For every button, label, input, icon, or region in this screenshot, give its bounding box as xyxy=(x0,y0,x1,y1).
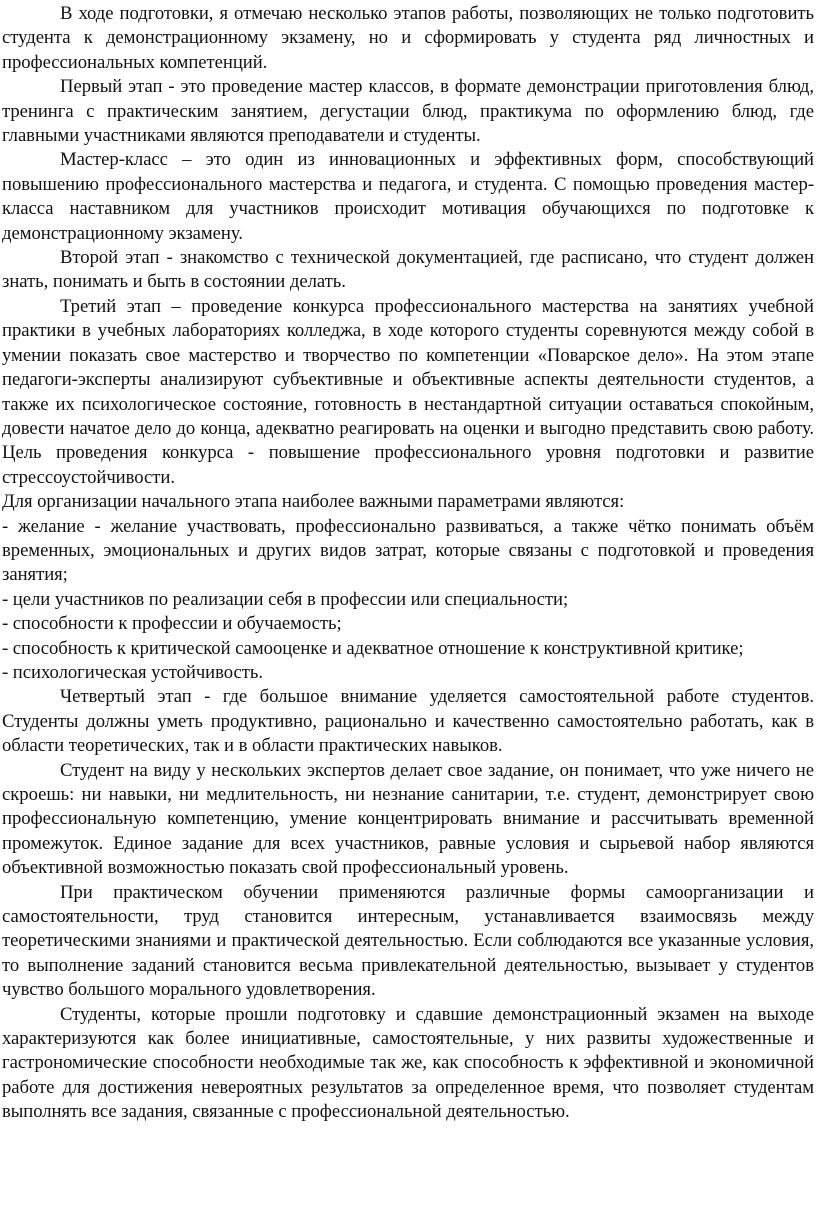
list-item-abilities: - способности к профессии и обучаемость; xyxy=(2,613,342,635)
paragraph-intro: В ходе подготовки, я отмечаю несколько этапов работы, позволяющих не только подготовить студента к демонстрационному экзамену, но и сформировать у студента ряд личностных и профессиональных компетенций. xyxy=(2,3,814,73)
paragraph-stage-one: Первый этап - это проведение мастер классов, в формате демонстрации приготовления блюд, тренинга с практическим занятием, дегустации блюд, практикума по оформлению блюд, где главными участниками являются преподаватели и студенты. xyxy=(2,76,814,147)
paragraph-parameters-intro: Для организации начального этапа наиболее важными параметрами являются: xyxy=(2,491,625,513)
paragraph-conclusion: Студенты, которые прошли подготовку и сдавшие демонстрационный экзамен на выходе характеризуются как более инициативные, самостоятельные, у них развиты художественные и гастрономические способности необходимые так же, как способность к эффективной и экономичной работе для достижения невероятных результатов за определенное время, что позволяет студентам выполнять все задания, связанные с профессиональной деятельностью. xyxy=(2,1003,814,1123)
paragraph-practical-training: При практическом обучении применяются различные формы самоорганизации и самостоятельности, труд становится интересным, устанавливается взаимосвязь между теоретическими знаниями и практической деятельностью. Если соблюдаются все указанные условия, то выполнение заданий становится весьма привлекательной деятельностью, вызывает у студентов чувство большого морального удовлетворения. xyxy=(2,881,814,1001)
list-item-stability: - психологическая устойчивость. xyxy=(2,661,263,683)
list-item-self-assessment: - способность к критической самооценке и адекватное отношение к конструктивной критике; xyxy=(2,637,744,659)
paragraph-stage-three: Третий этап – проведение конкурса профессионального мастерства на занятиях учебной практики в учебных лабораториях колледжа, в ходе которого студенты соревнуются между собой в умении показать свое мастерство и творчество по компетенции «Поварское дело». На этом этапе педагоги-эксперты анализируют субъективные и объективные аспекты деятельности студентов, а также их психологическое состояние, готовность в нестандартной ситуации оставаться спокойным, довести начатое дело до конца, адекватно реагировать на оценки и выгодно представить свою работу. Цель проведения конкурса - повышение профессионального уровня подготовки и развитие стрессоустойчивости. xyxy=(2,295,814,488)
paragraph-stage-two: Второй этап - знакомство с технической документацией, где расписано, что студент должен знать, понимать и быть в состоянии делать. xyxy=(2,247,814,293)
paragraph-student-experts: Студент на виду у нескольких экспертов делает свое задание, он понимает, что уже ничего не скроешь: ни навыки, ни медлительность, ни незнание санитарии, т.е. студент, демонстрирует свою профессиональную компетенцию, умение концентрировать внимание и рассчитывать временной промежуток. Единое задание для всех участников, равные условия и сырьевой набор являются объективной возможностью показать свой профессиональный уровень. xyxy=(2,759,814,879)
paragraph-stage-four: Четвертый этап - где большое внимание уделяется самостоятельной работе студентов. Студенты должны уметь продуктивно, рационально и качественно самостоятельно работать, как в области теоретических, так и в области практических навыков. xyxy=(2,686,814,757)
list-item-goals: - цели участников по реализации себя в профессии или специальности; xyxy=(2,588,569,610)
list-item-desire: - желание - желание участвовать, профессионально развиваться, а также чётко понимать объём временных, эмоциональных и других видов затрат, которые связаны с подготовкой и проведения занятия; xyxy=(2,515,814,586)
paragraph-master-class: Мастер-класс – это один из инновационных и эффективных форм, способствующий повышению профессионального мастерства и педагога, и студента. С помощью проведения мастер-класса наставником для участников происходит мотивация обучающихся по подготовке к демонстрационному экзамену. xyxy=(2,149,814,244)
